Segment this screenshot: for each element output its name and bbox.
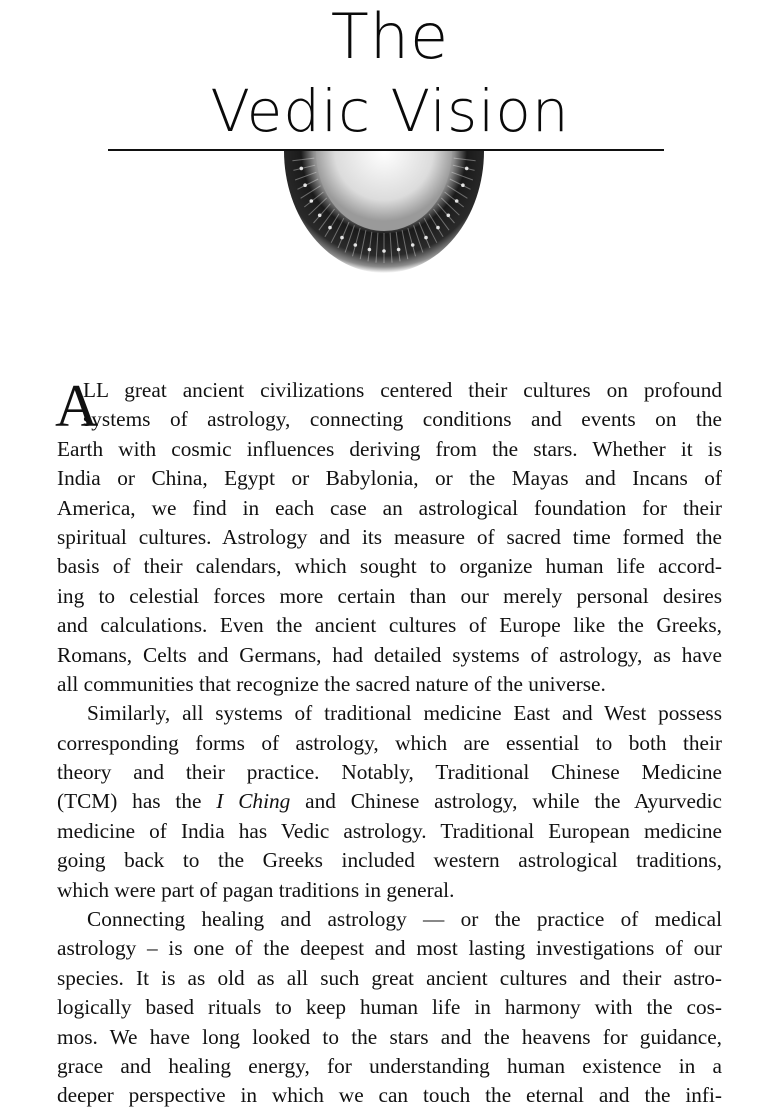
text-line: India or China, Egypt or Babylonia, or the Mayas and Incans of xyxy=(57,466,722,491)
text-fragment: (TCM) has the xyxy=(57,789,217,814)
text-line: astrology – is one of the deepest and most lasting investigations of our xyxy=(57,936,722,961)
text-line: which were part of pagan traditions in general. xyxy=(57,877,455,902)
paragraph-1-opening xyxy=(55,373,722,439)
body-text xyxy=(55,373,723,1111)
text-line: corresponding forms of astrology, which are essential to both their xyxy=(57,730,722,755)
text-line: theory and their practice. Notably, Traditional Chinese Medicine xyxy=(57,760,722,785)
text-line: logically based rituals to keep human life in harmony with the cos- xyxy=(57,995,722,1020)
text-line: Similarly, all systems of traditional medicine East and West possess xyxy=(87,701,722,726)
text-line: Connecting healing and astrology — or the practice of medical xyxy=(87,907,722,932)
text-line: medicine of India has Vedic astrology. Traditional European medicine xyxy=(57,818,722,843)
text-line: all communities that recognize the sacred nature of the universe. xyxy=(57,671,606,696)
text-line: basis of their calendars, which sought to organize human life accord- xyxy=(57,554,722,579)
text-line: ing to celestial forces more certain than our merely personal desires xyxy=(57,583,722,608)
chapter-title-line-2: Vedic Vision xyxy=(210,77,570,145)
text-fragment: and Chinese astrology, while the Ayurvedic xyxy=(290,789,723,814)
sunburst-ornament-icon xyxy=(284,151,484,273)
text-line: going back to the Greeks included western astrological traditions, xyxy=(57,848,722,873)
text-line: deeper perspective in which we can touch the eternal and the infi- xyxy=(57,1083,722,1108)
text-line: Romans, Celts and Germans, had detailed systems of astrology, as have xyxy=(57,642,722,667)
text-line: America, we find in each case an astrological foundation for their xyxy=(57,495,722,520)
text-line: systems of astrology, connecting conditions and events on the xyxy=(83,407,722,432)
book-title-i-ching: I Ching xyxy=(216,789,291,814)
text-line xyxy=(57,787,722,816)
chapter-title-line-1: The xyxy=(330,0,450,73)
text-line: Earth with cosmic influences deriving from the stars. Whether it is xyxy=(57,436,722,461)
text-line: grace and healing energy, for understanding human existence in a xyxy=(57,1054,722,1078)
text-line: species. It is as old as all such great ancient cultures and their astro- xyxy=(57,965,722,990)
drop-cap: A xyxy=(55,373,99,439)
text-line: LL great ancient civilizations centered their cultures on profound xyxy=(83,378,722,402)
text-line: spiritual cultures. Astrology and its measure of sacred time formed the xyxy=(57,524,722,549)
text-line: mos. We have long looked to the stars and the heavens for guidance, xyxy=(57,1024,722,1049)
text-line: and calculations. Even the ancient cultures of Europe like the Greeks, xyxy=(57,613,722,638)
